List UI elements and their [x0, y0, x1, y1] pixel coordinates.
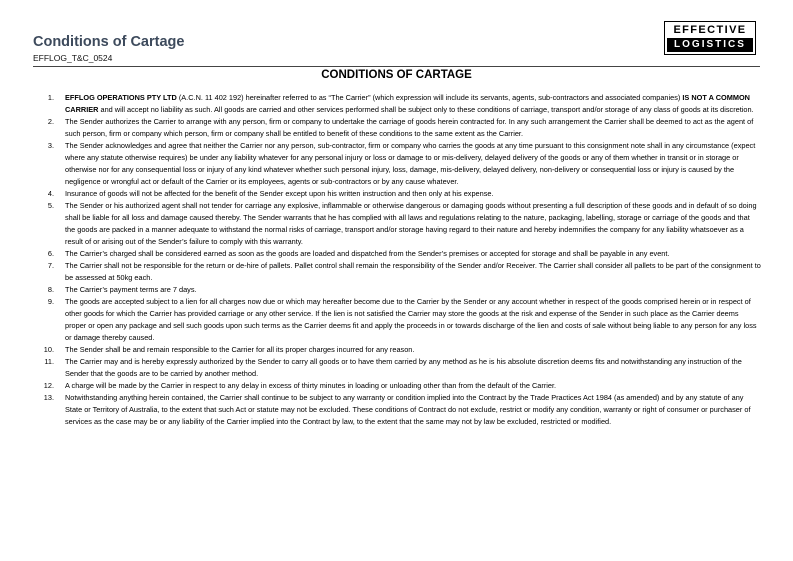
clause-text-segment: The goods are accepted subject to a lien for all charges now due or which may hereafter become due to the Carrier by the Sender or any account whether in respect of the goods comprised herein or in respect of other goods for which the Carrier has provided carriage or any other service. If the lien is not satisfied the Carrier may store the goods at the risk and expense of the Sender in such place as the Carrier deems proper or open any package and sell such goods upon such terms as the Carrier deems fit and apply the proceeds in or towards discharge of the lien and costs of sale without being liable to any person for any loss or damage thereby caused. — [65, 297, 757, 342]
clause-text-segment: The Carrier’s charged shall be considered earned as soon as the goods are loaded and dispatched from the Sender’s premises or accepted for storage and shall be payable in any event. — [65, 249, 670, 258]
clause-text-segment: The Sender or his authorized agent shall not tender for carriage any explosive, inflammable or otherwise dangerous or damaging goods without presenting a full description of these goods and in default of so doing shall be liable for all loss and damage caused thereby. The Sender warrants that he has complied with all laws and regulations relating to the nature, packaging, labelling, storage or carriage of the goods and that the goods are packed in a manner adequate to withstand the normal risks of carriage, transport and/or storage having regard to their nature and hereby indemnifies the company for any liability whatsoever as a result of or arising out of the Sender’s failure to comply with this warranty. — [65, 201, 757, 246]
clause-list — [29, 92, 761, 428]
document-code: EFFLOG_T&C_0524 — [33, 53, 113, 63]
clause-item — [29, 140, 761, 188]
logo-text-top: EFFECTIVE — [673, 24, 747, 36]
clause-text-segment: The Sender shall be and remain responsible to the Carrier for all its proper charges incurred for any reason. — [65, 345, 415, 354]
clause-text-segment: The Carrier shall not be responsible for the return or de-hire of pallets. Pallet control shall remain the responsibility of the Sender and/or Receiver. The Carrier shall consider all pallets to be part of the consignment to be assessed at 50kg each. — [65, 261, 761, 282]
clause-text — [65, 140, 761, 188]
clause-number: 12. — [43, 381, 54, 390]
clause-text-segment: (A.C.N. 11 402 192) hereinafter referred to as “The Carrier” (which expression will include its servants, agents, sub-contractors and associated companies) — [176, 93, 683, 102]
clause-item — [29, 188, 761, 200]
clause-item — [29, 284, 761, 296]
clause-text — [65, 392, 761, 428]
clause-number: 11. — [44, 357, 54, 366]
clause-text-segment: A charge will be made by the Carrier in respect to any delay in excess of thirty minutes in loading or unloading other than from the default of the Carrier. — [65, 381, 557, 390]
clause-number: 5. — [47, 201, 54, 210]
clause-item — [29, 344, 761, 356]
clause-text — [65, 344, 761, 356]
conditions-heading: CONDITIONS OF CARTAGE — [321, 69, 472, 81]
clause-item — [29, 248, 761, 260]
clause-number: 2. — [47, 117, 54, 126]
clause-text — [65, 188, 761, 200]
clause-number: 7. — [47, 261, 54, 270]
clause-text — [65, 92, 761, 116]
clause-number: 10. — [43, 345, 54, 354]
clause-text — [65, 200, 761, 248]
clause-text-bold: EFFLOG OPERATIONS PTY LTD — [65, 93, 177, 102]
clause-text — [65, 260, 761, 284]
clause-number: 8. — [47, 285, 54, 294]
clause-number: 13. — [43, 393, 54, 402]
clause-number: 9. — [47, 297, 54, 306]
clause-text-segment: and will accept no liability as such. All goods are carried and other services performed shall be subject only to these conditions of carriage, transport and/or storage of any class of goods at its discretion. — [98, 105, 754, 114]
clause-text-segment: Insurance of goods will not be affected for the benefit of the Sender except upon his written instruction and then only at his expense. — [65, 189, 494, 198]
clause-text — [65, 356, 761, 380]
company-logo — [664, 21, 756, 55]
clause-text — [65, 284, 761, 296]
clause-number: 3. — [47, 141, 54, 150]
clause-item — [29, 380, 761, 392]
clause-item — [29, 92, 761, 116]
clause-item — [29, 356, 761, 380]
clause-item — [29, 116, 761, 140]
clause-text — [65, 296, 761, 344]
header-divider — [33, 66, 760, 67]
clause-text — [65, 116, 761, 140]
clause-text — [65, 248, 761, 260]
clause-text-bold: IS NOT A COMMON CARRIER — [65, 93, 750, 114]
clause-number: 1. — [47, 93, 54, 102]
clause-item — [29, 296, 761, 344]
clause-text — [65, 380, 761, 392]
document-title: Conditions of Cartage — [33, 34, 185, 50]
logo-text-bottom: LOGISTICS — [667, 38, 753, 52]
clause-text-segment: The Sender acknowledges and agree that neither the Carrier nor any person, sub-contractor, firm or company who carries the goods at any time pursuant to this consignment note shall in any circumstance (expect where any statute otherwise requires) be under any liability whatever for any personal injury or loss or damage to or mis-delivery, delayed delivery of the goods or any of them whether in transit or in storage or otherwise nor for any consequential loss or injury of any kind whatever whether such personal injury, loss, damage, mis-delivery, delayed delivery, non-delivery or consequential loss or injury is caused by the negligence or wrongful act or default of the Carrier or its employees, agents or sub-contractors or by any cause whatever. — [65, 141, 756, 186]
clause-text-segment: The Carrier may and is hereby expressly authorized by the Sender to carry all goods or to have them carried by any method as he is his absolute discretion deems fits and notwithstanding any instruction of the Sender that the goods are to be carried by another method. — [65, 357, 742, 378]
clause-item — [29, 392, 761, 428]
clause-text-segment: Notwithstanding anything herein contained, the Carrier shall continue to be subject to any warranty or condition implied into the Contract by the Trade Practices Act 1984 (as amended) and by any statute of any State or Territory of Australia, to the extent that such Act or statute may not be excluded. These conditions of Contract do not exclude, restrict or modify any condition, warranty or right of consumer or purchaser of services as the case may be or any liability of the Carrier implied into the Contract by law, to the extent that the same may not by law be excluded, restricted or modified. — [65, 393, 751, 426]
clause-text-segment: The Sender authorizes the Carrier to arrange with any person, firm or company to undertake the carriage of goods herein contracted for. In any such arrangement the Carrier shall be deemed to act as the agent of such person, firm or company which person, firm or company shall be entitled to benefit of these conditions to the same extent as the Carrier. — [65, 117, 754, 138]
clause-text-segment: The Carrier’s payment terms are 7 days. — [65, 285, 197, 294]
clause-item — [29, 200, 761, 248]
clause-number: 4. — [47, 189, 54, 198]
clause-item — [29, 260, 761, 284]
clause-number: 6. — [47, 249, 54, 258]
